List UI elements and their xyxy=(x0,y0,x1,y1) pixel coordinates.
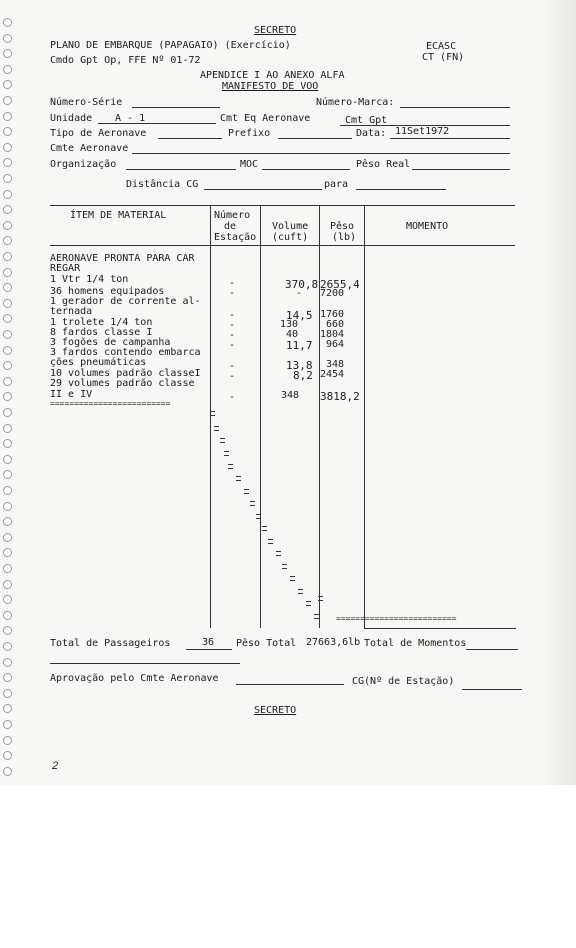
total-momentos-line xyxy=(466,649,518,650)
stamp-line-2: CT (FN) xyxy=(422,52,465,63)
item-line: 1 Vtr 1/4 ton xyxy=(50,274,129,285)
binder-hole xyxy=(3,720,12,729)
estacao-mark: - xyxy=(229,330,236,341)
peso-real-label: Pêso Real xyxy=(356,159,411,170)
binder-hole xyxy=(3,314,12,323)
unidade-label: Unidade xyxy=(50,113,93,124)
total-passageiros-label: Total de Passageiros xyxy=(50,638,171,649)
binder-hole xyxy=(3,548,12,557)
item-line: REGAR xyxy=(50,263,81,274)
binder-hole xyxy=(3,49,12,58)
binder-hole xyxy=(3,268,12,277)
item-line: 29 volumes padrão classe xyxy=(50,378,195,389)
binder-hole xyxy=(3,190,12,199)
binder-hole xyxy=(3,658,12,667)
distancia-cg-line xyxy=(204,189,322,190)
estacao-mark: - xyxy=(229,320,236,331)
binder-hole xyxy=(3,502,12,511)
binder-hole xyxy=(3,626,12,635)
binder-hole xyxy=(3,361,12,370)
peso-value: 964 xyxy=(326,339,345,350)
appendix-title: APENDICE I AO ANEXO ALFA xyxy=(200,70,345,81)
item-line: 36 homens equipados xyxy=(50,286,165,297)
binder-hole xyxy=(3,18,12,27)
volume-value: 348 xyxy=(281,390,300,401)
document-title: PLANO DE EMBARQUE (PAPAGAIO) (Exercício) xyxy=(50,40,291,51)
document-subtitle: Cmdo Gpt Op, FFE Nº 01-72 xyxy=(50,55,201,66)
cmt-eq-label: Cmt Eq Aeronave xyxy=(220,113,311,124)
volume-value: 11,7 xyxy=(286,339,313,352)
peso-value: 348 xyxy=(326,359,345,370)
numero-serie-label: Número-Série xyxy=(50,97,123,108)
stair-mark xyxy=(224,451,229,456)
binder-hole xyxy=(3,689,12,698)
binder-hole xyxy=(3,408,12,417)
volume-value: 370,8 xyxy=(285,278,319,291)
data-label: Data: xyxy=(356,128,387,139)
binder-hole xyxy=(3,486,12,495)
volume-value: 130 xyxy=(280,319,299,330)
organizacao-line xyxy=(126,169,236,170)
estacao-mark: - xyxy=(229,310,236,321)
header-peso-1: Pêso xyxy=(330,221,355,232)
volume-value: 8,2 xyxy=(293,369,313,382)
binder-hole xyxy=(3,642,12,651)
manifest-title: MANIFESTO DE VOO xyxy=(222,81,319,92)
stair-mark xyxy=(228,464,233,469)
stair-mark xyxy=(298,589,303,594)
stair-mark xyxy=(290,576,295,581)
binder-hole xyxy=(3,736,12,745)
binder-hole xyxy=(3,533,12,542)
distancia-cg-label: Distância CG xyxy=(126,179,199,190)
binder-hole xyxy=(3,330,12,339)
item-line: 1 gerador de corrente al- xyxy=(50,296,201,307)
column-divider-4 xyxy=(364,205,365,628)
binder-hole xyxy=(3,299,12,308)
total-passageiros-line xyxy=(186,649,232,650)
volume-value: 14,5 xyxy=(286,309,313,322)
cmt-gpt-label: Cmt Gpt xyxy=(345,115,388,126)
data-value: 11Set1972 xyxy=(395,126,450,137)
moc-line xyxy=(262,169,350,170)
binder-hole xyxy=(3,767,12,776)
binder-hole xyxy=(3,673,12,682)
item-line: 3 fogões de campanha xyxy=(50,337,171,348)
stair-mark xyxy=(314,614,319,619)
stair-mark xyxy=(306,601,311,606)
binder-hole xyxy=(3,34,12,43)
item-line: ções pneumáticas xyxy=(50,357,147,368)
header-numero-2: de xyxy=(224,221,237,232)
signature-rule xyxy=(50,663,240,664)
peso-value: 1760 xyxy=(320,309,345,320)
binder-hole xyxy=(3,751,12,760)
table-top-rule xyxy=(50,205,515,206)
estacao-mark: - xyxy=(229,392,236,403)
binder-hole xyxy=(3,564,12,573)
cmte-aeronave-label: Cmte Aeronave xyxy=(50,143,129,154)
stair-mark xyxy=(268,539,273,544)
header-volume-2: (cuft) xyxy=(272,232,309,243)
binder-hole xyxy=(3,611,12,620)
column-divider-2 xyxy=(260,205,261,628)
numero-marca-label: Número-Marca: xyxy=(316,97,395,108)
estacao-mark: - xyxy=(229,278,236,289)
table-header-rule xyxy=(50,245,515,246)
aprovacao-label: Aprovação pelo Cmte Aeronave xyxy=(50,673,219,684)
peso-value: 2454 xyxy=(320,369,345,380)
classification-top: SECRETO xyxy=(254,25,297,36)
stair-mark xyxy=(210,411,215,416)
item-line: II e IV xyxy=(50,389,93,400)
binder-hole xyxy=(3,158,12,167)
stair-mark xyxy=(276,551,281,556)
prefixo-line xyxy=(278,138,352,139)
data-line xyxy=(390,138,510,139)
unidade-line xyxy=(98,123,216,124)
binder-hole xyxy=(3,80,12,89)
tipo-aeronave-line xyxy=(158,138,222,139)
peso-real-line xyxy=(412,169,510,170)
item-line: AERONAVE PRONTA PARA CAR xyxy=(50,253,195,264)
volume-value: 40 xyxy=(286,329,299,340)
column-divider-1 xyxy=(210,205,211,628)
estacao-mark: - xyxy=(229,288,236,299)
stair-mark xyxy=(236,476,241,481)
stair-mark xyxy=(282,564,287,569)
item-line: ternada xyxy=(50,306,93,317)
header-item: ÍTEM DE MATERIAL xyxy=(70,210,167,221)
classification-bottom: SECRETO xyxy=(254,705,297,716)
header-peso-2: (lb) xyxy=(332,232,357,243)
binder-hole xyxy=(3,424,12,433)
stamp-line-1: ECASC xyxy=(426,41,457,52)
peso-value: 3818,2 xyxy=(320,390,360,403)
binder-hole xyxy=(3,252,12,261)
column-divider-3 xyxy=(319,205,320,628)
peso-total-label: Pêso Total xyxy=(236,638,297,649)
item-line: 1 trolete 1/4 ton xyxy=(50,317,153,328)
item-line: 10 volumes padrão classeI xyxy=(50,368,201,379)
binder-hole xyxy=(3,65,12,74)
cg-line xyxy=(462,689,522,690)
binder-hole xyxy=(3,221,12,230)
binder-hole xyxy=(3,236,12,245)
stair-mark xyxy=(262,526,267,531)
estacao-mark: - xyxy=(229,361,236,372)
tipo-aeronave-label: Tipo de Aeronave xyxy=(50,128,147,139)
stair-mark xyxy=(220,438,225,443)
peso-value: 1804 xyxy=(320,329,345,340)
header-numero-3: Estação xyxy=(214,232,257,243)
binder-hole xyxy=(3,205,12,214)
prefixo-label: Prefixo xyxy=(228,128,271,139)
scan-shadow xyxy=(540,0,576,785)
total-passageiros-value: 36 xyxy=(202,637,215,648)
binder-hole xyxy=(3,346,12,355)
item-line: 8 fardos classe I xyxy=(50,327,153,338)
cmte-aeronave-line xyxy=(132,153,510,154)
numero-marca-line xyxy=(400,107,510,108)
stair-mark xyxy=(318,596,323,601)
binder-hole xyxy=(3,392,12,401)
moc-label: MOC xyxy=(240,159,259,170)
peso-value: 660 xyxy=(326,319,345,330)
total-momentos-label: Total de Momentos xyxy=(364,638,467,649)
unidade-value: A - 1 xyxy=(115,113,146,124)
binder-hole xyxy=(3,517,12,526)
para-label: para xyxy=(324,179,349,190)
header-numero-1: Número xyxy=(214,210,251,221)
volume-value: 13,8 xyxy=(286,359,313,372)
binder-hole xyxy=(3,704,12,713)
numero-serie-line xyxy=(132,107,220,108)
stair-mark xyxy=(256,514,261,519)
estacao-mark: - xyxy=(229,371,236,382)
header-momento: MOMENTO xyxy=(406,221,449,232)
stair-mark xyxy=(244,489,249,494)
item-line: 3 fardos contendo embarca xyxy=(50,347,201,358)
binder-hole xyxy=(3,455,12,464)
binder-hole xyxy=(3,283,12,292)
organizacao-label: Organização xyxy=(50,159,117,170)
peso-value: 2655,4 xyxy=(320,278,360,291)
peso-value: 7200 xyxy=(320,288,345,299)
binder-hole xyxy=(3,595,12,604)
peso-total-value: 27663,6lb xyxy=(306,637,361,648)
binder-hole xyxy=(3,377,12,386)
binder-hole xyxy=(3,470,12,479)
momento-rule: ========================= xyxy=(336,614,457,623)
para-line xyxy=(356,189,446,190)
binder-hole xyxy=(3,439,12,448)
header-volume-1: Volume xyxy=(272,221,309,232)
item-rule: ========================= xyxy=(50,399,171,408)
binder-hole xyxy=(3,127,12,136)
binder-hole xyxy=(3,143,12,152)
cg-label: CG(Nº de Estação) xyxy=(352,676,455,687)
stair-mark xyxy=(214,426,219,431)
page-number: 2 xyxy=(52,760,59,772)
binder-hole xyxy=(3,112,12,121)
aprovacao-line xyxy=(236,684,344,685)
binder-hole xyxy=(3,580,12,589)
stair-mark xyxy=(250,501,255,506)
volume-value: - xyxy=(296,288,303,299)
table-bottom-rule xyxy=(364,628,516,629)
binder-hole xyxy=(3,174,12,183)
binder-hole xyxy=(3,96,12,105)
estacao-mark: - xyxy=(229,340,236,351)
